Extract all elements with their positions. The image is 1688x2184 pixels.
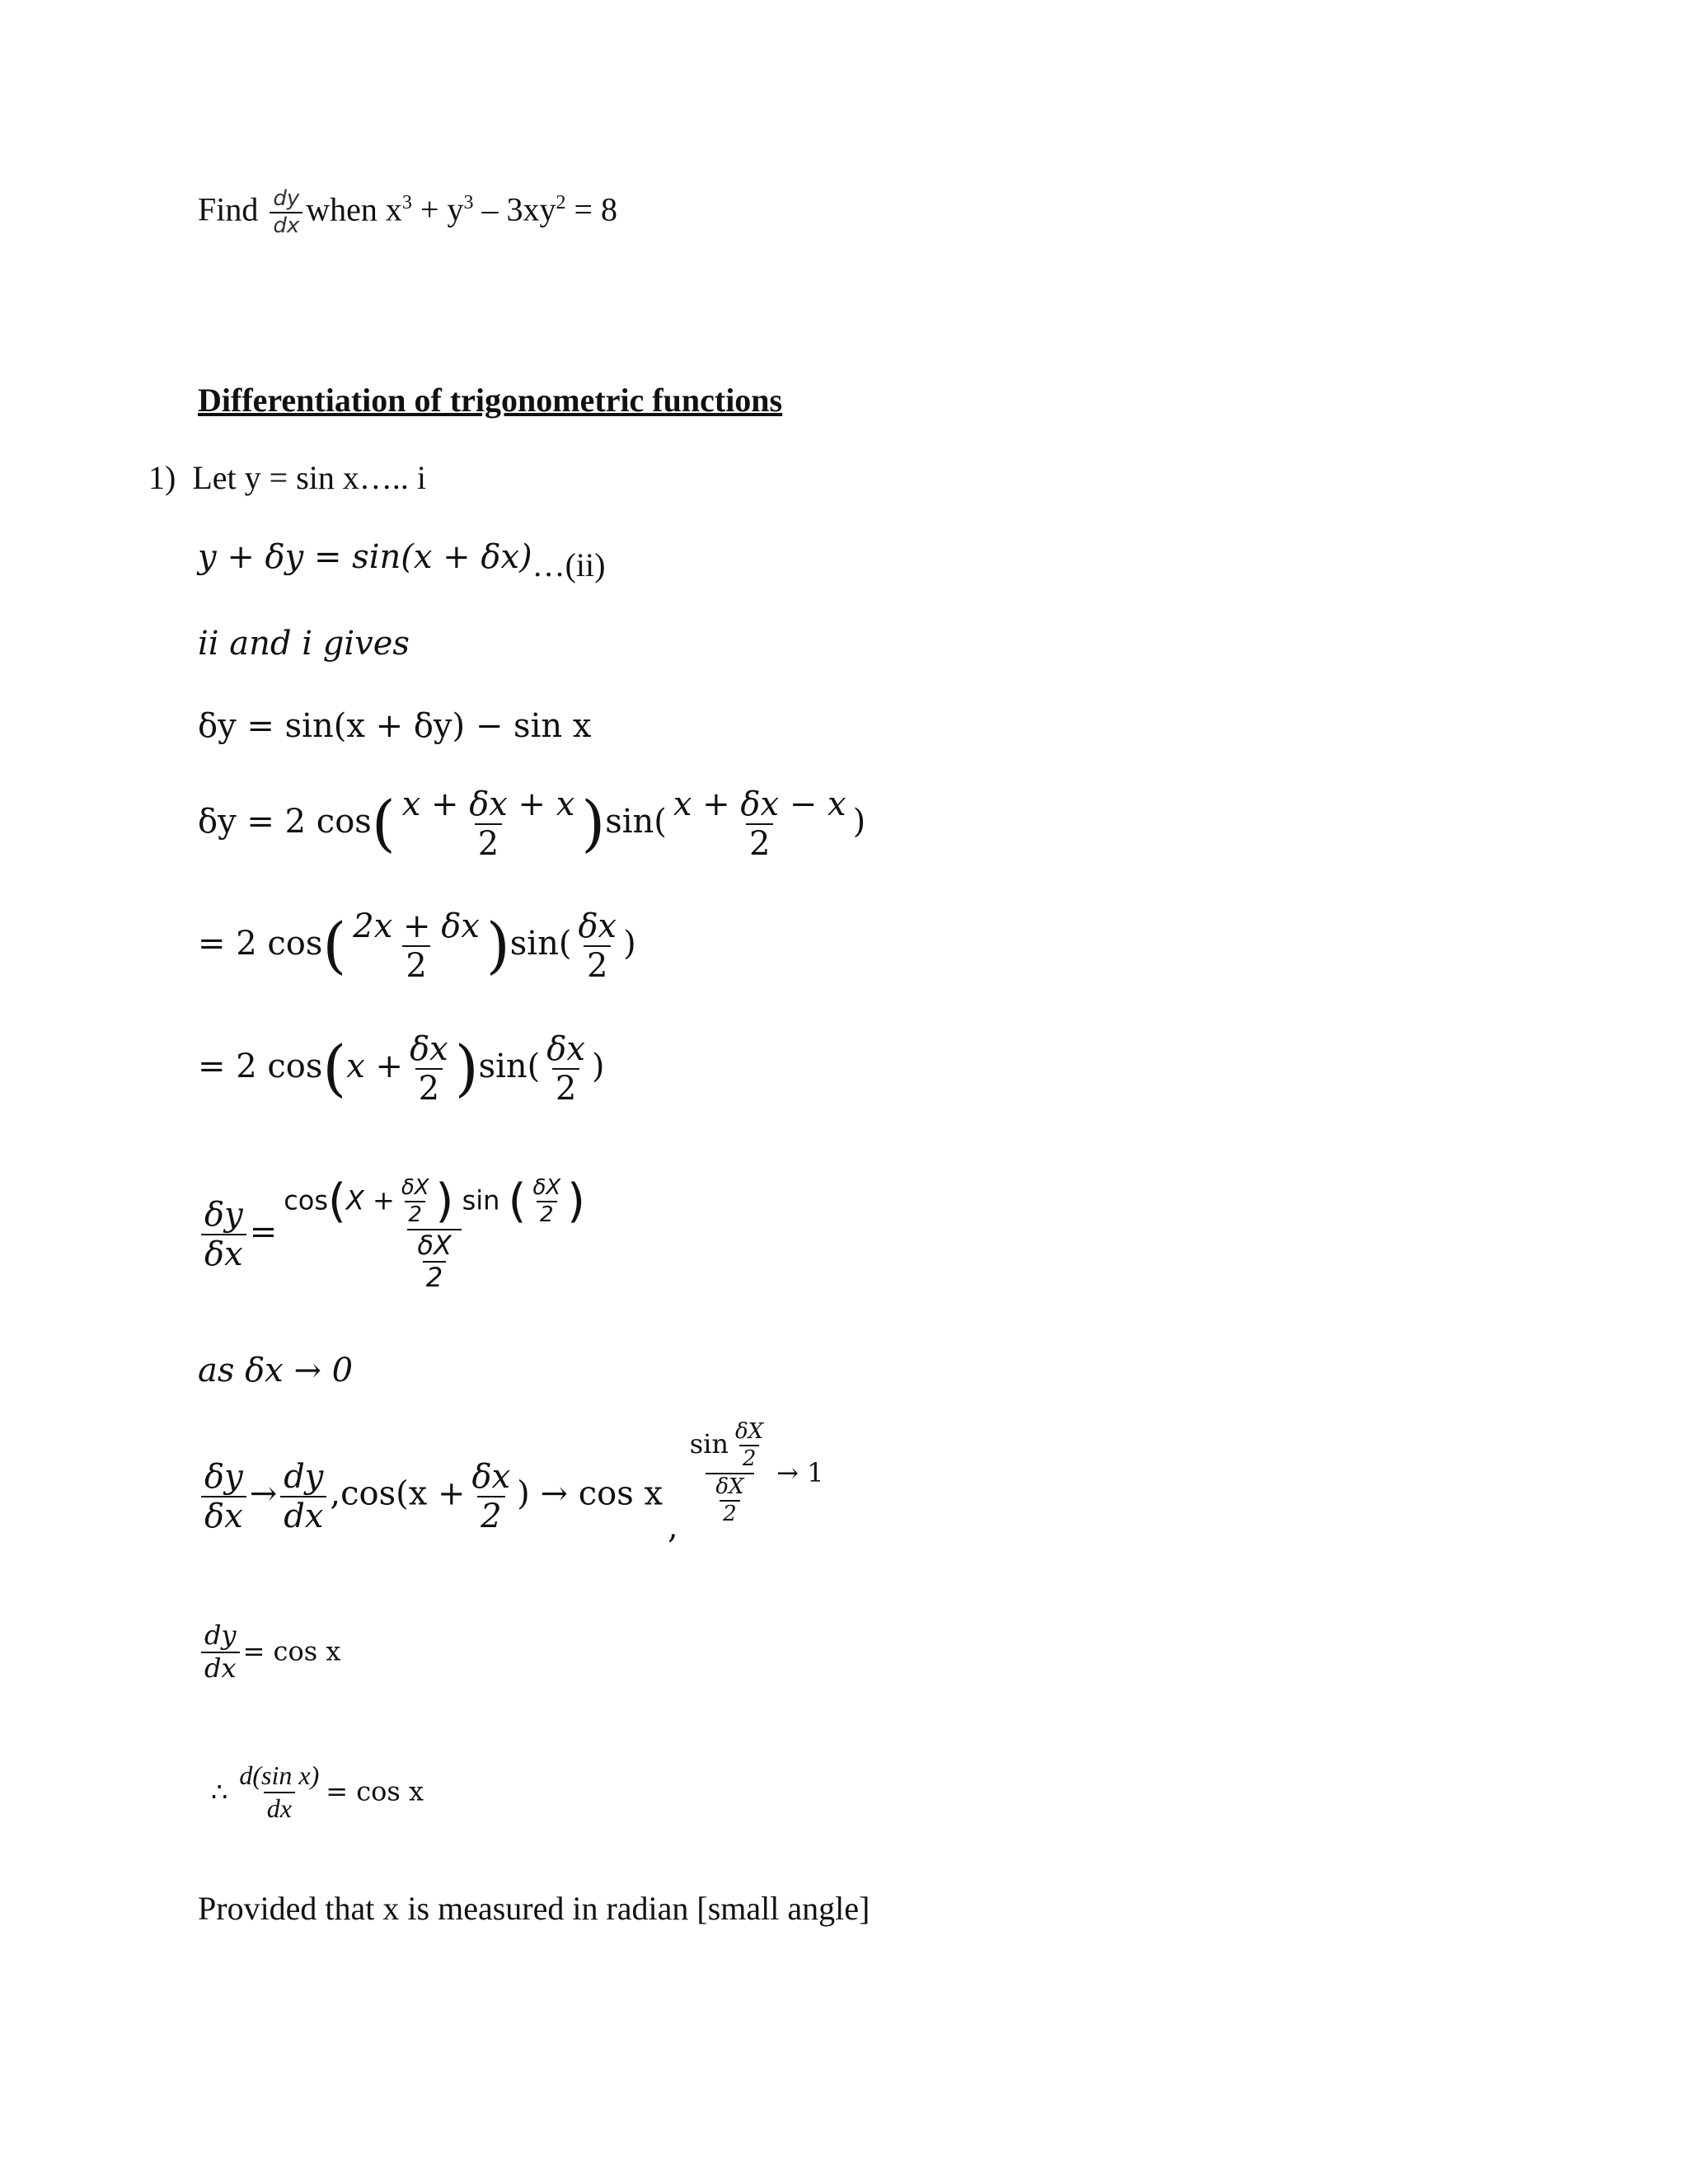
- therefore-rhs: = cos x: [326, 1775, 424, 1807]
- ratio-frac-c: [414, 1229, 455, 1294]
- equals-eight: = 8: [565, 190, 618, 228]
- limit-cos-result: ) → cos x: [517, 1474, 663, 1513]
- ratio-rhs-den: [407, 1229, 462, 1292]
- provided-note: Provided that x is measured in radian [small angle]: [198, 1890, 870, 1927]
- diff3-num2: δx: [578, 907, 617, 945]
- list-item-1: [148, 458, 426, 497]
- ratio-lhs-den: δx: [201, 1234, 246, 1272]
- limit-comma: ,: [668, 1507, 678, 1546]
- section-heading: Differentiation of trigonometric functions: [198, 382, 783, 419]
- frac-num: dy: [273, 186, 300, 211]
- diff4-den2: 2: [552, 1068, 579, 1106]
- diff4-x-plus: x +: [346, 1047, 404, 1085]
- diff3-lhs: = 2 cos: [198, 925, 323, 963]
- open-paren: (: [328, 1174, 346, 1229]
- ratio-frac-b: [529, 1177, 564, 1227]
- diff3-frac2: [574, 909, 620, 983]
- limit-lhs-num: δy: [204, 1457, 243, 1496]
- diff4-frac1: [406, 1032, 452, 1106]
- diff2-num2: x + δx − x: [673, 785, 846, 823]
- ratio-b-num: δX: [532, 1175, 561, 1200]
- limit-sin-inner: [732, 1421, 767, 1471]
- ratio-a-num: δX: [401, 1175, 429, 1200]
- diff4-num2: δx: [546, 1030, 585, 1068]
- simplified-equation-2: [198, 1032, 605, 1106]
- diff3-den2: 2: [584, 945, 611, 983]
- diff3-frac1: [349, 909, 483, 983]
- diff2-num1: x + δx + x: [401, 785, 575, 823]
- limit-cos-den: 2: [477, 1496, 504, 1534]
- diff3-sin: sin(: [509, 925, 572, 963]
- diff2-close: ): [852, 803, 866, 841]
- close-paren: ): [435, 1174, 454, 1229]
- limit-derivative-num: dy: [284, 1457, 324, 1496]
- limit-sin-inner-num: δX: [735, 1419, 764, 1444]
- diff3-num1: 2x + δx: [353, 907, 480, 945]
- power-2: 2: [556, 192, 566, 214]
- ratio-a-den: 2: [405, 1201, 425, 1226]
- limit-lhs: [201, 1457, 246, 1535]
- therefore-equation: [211, 1762, 424, 1822]
- gives-text: ii and i gives: [198, 625, 410, 663]
- when-text: when x: [306, 190, 402, 228]
- ratio-frac-a: [398, 1177, 433, 1227]
- limit-to-one: → 1: [776, 1456, 824, 1488]
- diff3-close: ): [623, 925, 636, 963]
- frac-den: dx: [270, 212, 302, 237]
- ratio-c-den: 2: [423, 1261, 446, 1292]
- limit-condition: as δx → 0: [198, 1352, 354, 1390]
- diff2-frac2: [670, 787, 850, 861]
- item-number: 1): [148, 459, 176, 496]
- ratio-lhs: [201, 1197, 246, 1272]
- open-paren: (: [322, 1033, 347, 1104]
- item-text: Let y = sin x….. i: [192, 459, 426, 496]
- ratio-sin: sin: [462, 1184, 500, 1216]
- open-paren: (: [371, 788, 396, 860]
- limit-derivative-den: dx: [280, 1496, 326, 1534]
- ratio-lhs-num: δy: [204, 1195, 243, 1234]
- ratio-cos: cos: [284, 1184, 329, 1216]
- limit-sin-num: [687, 1421, 773, 1473]
- power-3b: 3: [463, 192, 474, 214]
- therefore-fraction: [236, 1762, 322, 1822]
- close-paren: ): [581, 788, 606, 860]
- find-statement: [198, 188, 617, 238]
- result-rhs: = cos x: [242, 1635, 341, 1667]
- find-word: Find: [198, 190, 259, 228]
- diff4-lhs: = 2 cos: [198, 1047, 323, 1085]
- equation-ii-label: …(ii): [532, 546, 606, 583]
- diff3-den1: 2: [402, 945, 429, 983]
- limit-derivative: [280, 1457, 326, 1535]
- diff2-sin: sin(: [605, 803, 667, 841]
- limit-sin-inner-den: 2: [739, 1445, 760, 1470]
- ratio-rhs-num: [280, 1174, 588, 1229]
- limit-den-inner: [712, 1476, 747, 1526]
- ratio-eq: =: [249, 1212, 278, 1251]
- ratio-rhs: [280, 1174, 588, 1294]
- simplified-equation-1: [198, 909, 636, 983]
- limit-sin-den: [706, 1473, 753, 1526]
- limit-sin-fraction: [687, 1421, 773, 1526]
- dy-dx-fraction: [270, 188, 302, 238]
- limit-den-inner-den: 2: [720, 1500, 740, 1526]
- limit-lhs-den: δx: [201, 1496, 246, 1534]
- limit-cos-num: δx: [471, 1457, 511, 1496]
- close-paren: ): [485, 910, 510, 982]
- close-paren: ): [454, 1033, 479, 1104]
- diff4-frac2: [543, 1032, 588, 1106]
- diff2-den2: 2: [746, 823, 773, 861]
- therefore-symbol: ∴: [211, 1775, 228, 1807]
- ratio-b-den: 2: [537, 1201, 557, 1226]
- limit-cos-text: ,cos(x +: [330, 1474, 466, 1513]
- therefore-den: dx: [264, 1792, 295, 1823]
- diff4-num1: δx: [410, 1030, 448, 1068]
- minus-term: – 3xy: [473, 190, 556, 228]
- power-3a: 3: [401, 192, 412, 214]
- diff2-den1: 2: [475, 823, 502, 861]
- ratio-equation: [198, 1174, 592, 1294]
- equation-ii-main: y + δy = sin(x + δx): [198, 538, 532, 576]
- result-derivative: [201, 1619, 240, 1684]
- ratio-c-num: δX: [417, 1229, 452, 1261]
- ratio-x-plus: X +: [345, 1184, 395, 1216]
- open-paren: (: [322, 910, 347, 982]
- limit-sin: sin: [689, 1427, 729, 1460]
- diff4-close: ): [591, 1047, 605, 1085]
- limit-arrow: →: [249, 1474, 278, 1513]
- result-den: dx: [201, 1652, 240, 1683]
- diff4-den1: 2: [415, 1068, 443, 1106]
- limit-den-inner-num: δX: [715, 1474, 744, 1499]
- result-num: dy: [204, 1619, 237, 1651]
- result-equation: [198, 1619, 341, 1684]
- diff2-lhs: δy = 2 cos: [198, 803, 372, 841]
- plus-y: + y: [411, 190, 464, 228]
- close-paren: ): [567, 1174, 586, 1229]
- equation-ii: [198, 537, 606, 583]
- sum-to-product-equation: [198, 787, 865, 861]
- difference-equation: δy = sin(x + δy) − sin x: [198, 707, 592, 745]
- diff2-frac1: [399, 787, 579, 861]
- open-paren: (: [508, 1174, 527, 1229]
- limit-cos-frac: [469, 1457, 514, 1535]
- diff4-sin: sin(: [478, 1047, 541, 1085]
- therefore-num: d(sin x): [239, 1760, 320, 1790]
